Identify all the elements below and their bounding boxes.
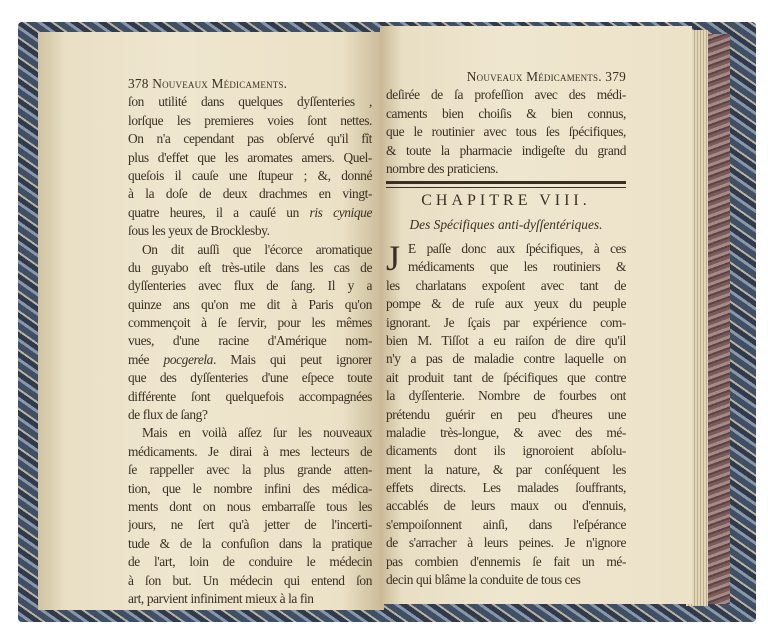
- text-line: [128, 480, 372, 498]
- text-segment: ſous les yeux de Brocklesby.: [128, 223, 270, 239]
- text-line: [128, 516, 372, 534]
- text-segment: queſois il cauſe une ſtupeur ; &, donné: [128, 167, 372, 183]
- text-segment: que le routinier avec tous ſes ſpécifiques,: [386, 124, 626, 140]
- text-segment: s'empoiſonnent ainſi, dans l'eſpérance: [386, 516, 626, 532]
- text-line: [386, 461, 626, 479]
- text-segment: prétendu guérir en peu d'heures une: [386, 406, 626, 422]
- text-line: [408, 240, 626, 258]
- text-line: [408, 258, 626, 276]
- chapter-divider-rule: [386, 181, 626, 188]
- italic-text: pocgerela: [163, 351, 213, 367]
- text-line: [128, 332, 372, 350]
- text-line: [128, 167, 372, 185]
- text-segment: du guyabo eſt très-utile dans les cas de: [128, 259, 372, 275]
- text-line: [128, 149, 372, 167]
- text-line: [142, 241, 372, 259]
- text-line: [386, 553, 626, 571]
- text-line: [128, 130, 372, 148]
- text-segment: de l'art, loin de conduire le médecin: [128, 554, 372, 570]
- text-segment: n'y a pas de maladie contre laquelle on: [386, 351, 626, 367]
- text-line: [386, 277, 626, 295]
- text-line: [128, 406, 372, 424]
- text-line: [128, 553, 372, 571]
- text-line: [128, 314, 372, 332]
- text-segment: accablés de leurs maux ou d'ennuis,: [386, 498, 626, 514]
- text-line: [128, 93, 372, 111]
- text-segment: pompe & de ruſe aux yeux du peuple: [386, 296, 626, 312]
- text-segment: ments dont on nous embarraſſe tous les: [128, 498, 372, 514]
- text-line: [128, 443, 372, 461]
- italic-text: ris cynique: [309, 204, 372, 220]
- text-line: [386, 516, 626, 534]
- text-segment: decin qui blâme la conduite de tous ces: [386, 572, 581, 588]
- text-line: [386, 123, 626, 141]
- text-line: [128, 277, 372, 295]
- text-line: [386, 332, 626, 350]
- text-segment: plus d'effet que les aromates amers. Quel-: [128, 149, 372, 165]
- text-line: [142, 424, 372, 442]
- text-line: [386, 105, 626, 123]
- text-segment: les charlatans expoſent avec tant de: [386, 277, 626, 293]
- text-segment: dicaments dont ils ignoroient abſolu-: [386, 443, 626, 459]
- text-line: [128, 185, 372, 203]
- marbled-cover-edge: [706, 34, 730, 604]
- text-line: [128, 590, 372, 608]
- right-page-body-text: [386, 240, 626, 589]
- text-line: [386, 142, 626, 160]
- text-segment: de flux de ſang?: [128, 407, 208, 423]
- text-line: [128, 259, 372, 277]
- text-segment: ment la nature, & par conſéquent les: [386, 461, 626, 477]
- text-segment: tion, que le nombre infini des médica-: [128, 480, 372, 496]
- text-line: [386, 442, 626, 460]
- text-segment: pas combien d'ennemis ſe fait un mé-: [386, 553, 626, 569]
- text-segment: médicaments que les routiniers &: [408, 259, 626, 275]
- text-segment: . Mais qui peut ignorer: [212, 351, 372, 367]
- text-segment: ſon utilité dans quelques dyſſenteries ,: [128, 94, 372, 110]
- text-line: [386, 295, 626, 313]
- text-segment: différente ſont quelquefois accompagnées: [128, 388, 372, 404]
- text-segment: On dit auſſi que l'écorce aromatique: [142, 241, 372, 257]
- text-segment: nombre des praticiens.: [386, 160, 499, 176]
- left-page-text: [128, 75, 372, 608]
- text-segment: jours, ne ſert qu'à jetter de l'incerti-: [128, 517, 372, 533]
- text-segment: On n'a cependant pas obſervé qu'il fît: [128, 131, 372, 147]
- text-segment: caments bien choiſis & bien connus,: [386, 105, 626, 121]
- text-line: [128, 222, 372, 240]
- text-line: [386, 160, 626, 178]
- text-line: [128, 535, 372, 553]
- text-segment: tude & de la confuſion dans la pratique: [128, 535, 372, 551]
- running-header-right: Nouveaux Médicaments. 379: [466, 69, 626, 84]
- text-line: [128, 461, 372, 479]
- text-segment: ignorant. Je ſçais par expérience com-: [386, 314, 626, 330]
- drop-cap: J: [386, 240, 401, 276]
- text-line: [128, 296, 372, 314]
- text-segment: que des dyſſenteries d'une eſpece toute: [128, 370, 372, 386]
- text-line: [386, 534, 626, 552]
- text-segment: lorſque les premieres voies ſont nettes.: [128, 112, 372, 128]
- text-line: [386, 350, 626, 368]
- text-line: [128, 388, 372, 406]
- text-segment: effets directs. Les malades ſouffrants,: [386, 480, 626, 496]
- text-line: [128, 204, 372, 222]
- text-line: [128, 498, 372, 516]
- text-segment: commençoit à ſe ſervir, pour les mêmes: [128, 315, 372, 331]
- text-segment: ait produit tant de ſpécifiques que contre: [386, 369, 626, 385]
- text-segment: art, parvient infiniment mieux à la fin: [128, 590, 314, 606]
- text-segment: quinze ans qu'on me dit à Paris qu'on: [128, 296, 372, 312]
- text-segment: la dyſſenterie. Nombre de fourbes ont: [386, 388, 626, 404]
- text-line: [386, 314, 626, 332]
- text-segment: E paſſe donc aux ſpécifiques, à ces: [408, 241, 626, 256]
- text-segment: à ſon but. Un médecin qui entend ſon: [128, 572, 372, 588]
- text-segment: vues, d'une racine d'Amérique nom-: [128, 333, 372, 349]
- text-segment: médicaments. Je dirai à mes lecteurs de: [128, 443, 372, 459]
- text-segment: mée: [128, 351, 164, 367]
- text-line: [386, 369, 626, 387]
- chapter-title: CHAPITRE VIII.: [421, 192, 591, 209]
- text-segment: bien M. Tiſſot a eu raiſon de dire qu'il: [386, 332, 626, 348]
- text-segment: dyſſenteries avec flux de ſang. Il y a: [128, 278, 372, 294]
- text-line: [128, 369, 372, 387]
- text-line: [386, 406, 626, 424]
- text-segment: ſe rappeller avec la plus grande atten-: [128, 462, 372, 478]
- text-segment: & toute la pharmacie indigeſte du grand: [386, 142, 626, 158]
- text-segment: deſirée de ſa profeſſion avec des médi-: [386, 87, 626, 103]
- text-line: [386, 424, 626, 442]
- text-segment: quatre heures, il a cauſé un: [128, 204, 310, 220]
- text-line: [386, 86, 626, 104]
- text-line: [128, 112, 372, 130]
- text-segment: Mais en voilà aſſez ſur les nouveaux: [142, 425, 372, 441]
- text-line: [128, 351, 372, 369]
- text-segment: de s'arracher à leurs peines. Je n'ignore: [386, 535, 626, 551]
- text-line: [386, 479, 626, 497]
- right-page-top-text: [386, 68, 626, 178]
- text-line: [386, 497, 626, 515]
- text-segment: maladie très-longue, & avec des mé-: [386, 424, 626, 440]
- text-segment: à la doſe de deux drachmes en vingt-: [128, 186, 372, 202]
- text-line: [386, 387, 626, 405]
- text-line: [386, 571, 626, 589]
- text-line: [128, 572, 372, 590]
- chapter-subtitle: Des Spécifiques anti-dyſſentériques.: [409, 217, 603, 232]
- running-header-left: 378 Nouveaux Médicaments.: [128, 76, 288, 91]
